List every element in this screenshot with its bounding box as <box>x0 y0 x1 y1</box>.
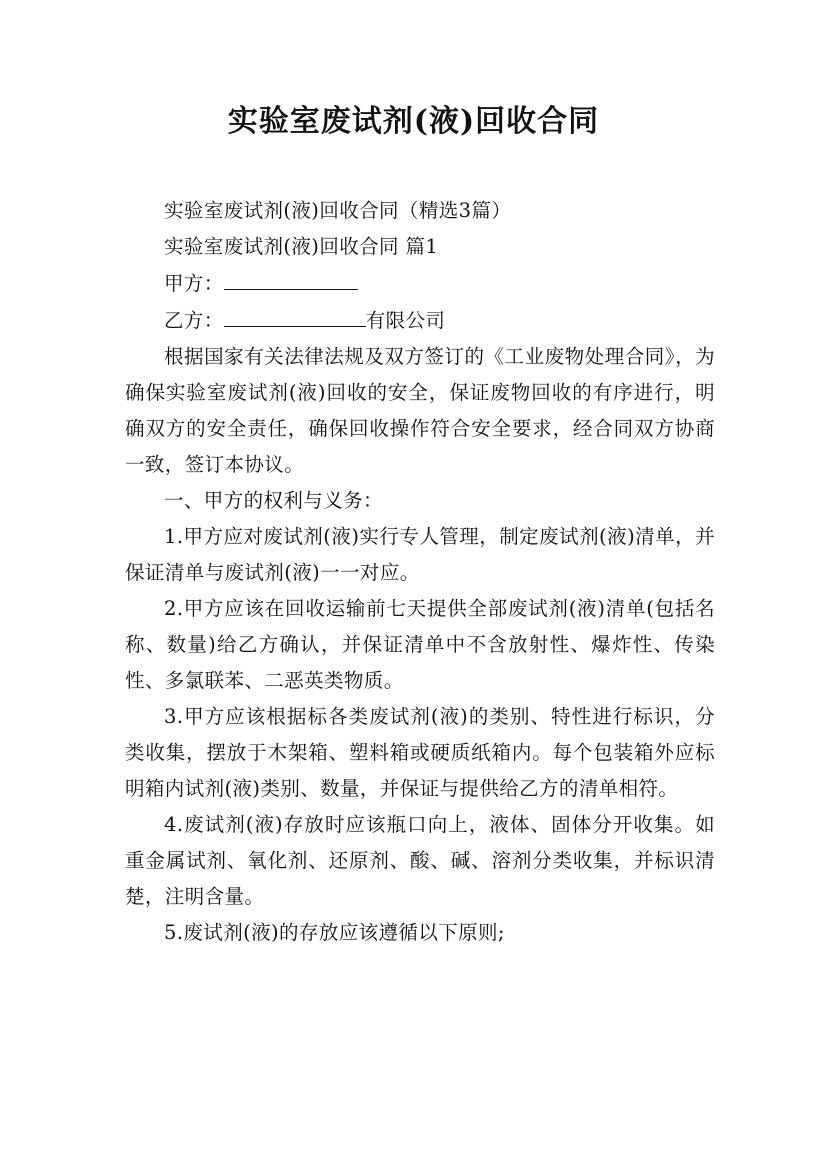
party-b-suffix: 有限公司 <box>365 309 446 332</box>
paragraph-clause-2: 2.甲方应该在回收运输前七天提供全部废试剂(液)清单(包括名称、数量)给乙方确认，并保证清单中不含放射性、爆炸性、传染性、多氯联苯、二恶英类物质。 <box>125 597 715 692</box>
section-heading: 实验室废试剂(液)回收合同 篇1 <box>164 235 439 258</box>
document-body <box>125 193 715 951</box>
party-b-blank <box>224 302 366 327</box>
subtitle: 实验室废试剂(液)回收合同（精选3篇） <box>164 199 512 222</box>
party-b-label: 乙方： <box>164 309 224 332</box>
paragraph-clause-4: 4.废试剂(液)存放时应该瓶口向上，液体、固体分开收集。如重金属试剂、氧化剂、还原剂、酸、碱、溶剂分类收集，并标识清楚，注明含量。 <box>125 813 715 908</box>
party-a-line <box>125 265 715 302</box>
party-a-label: 甲方： <box>164 272 224 295</box>
document-title: 实验室废试剂(液)回收合同 <box>227 104 600 139</box>
party-b-line <box>125 302 715 339</box>
paragraph-clause-3: 3.甲方应该根据标各类废试剂(液)的类别、特性进行标识，分类收集，摆放于木架箱、塑料箱或硬质纸箱内。每个包装箱外应标明箱内试剂(液)类别、数量，并保证与提供给乙方的清单相符。 <box>125 705 715 800</box>
paragraph-preamble: 根据国家有关法律法规及双方签订的《工业废物处理合同》，为确保实验室废试剂(液)回收的安全，保证废物回收的有序进行，明确双方的安全责任，确保回收操作符合安全要求，经合同双方协商一致，签订本协议。 <box>125 345 715 476</box>
paragraph-section-one-heading: 一、甲方的权利与义务： <box>164 489 383 512</box>
paragraph-clause-5: 5.废试剂(液)的存放应该遵循以下原则; <box>164 921 505 944</box>
party-a-blank <box>224 265 358 290</box>
paragraph-clause-1: 1.甲方应对废试剂(液)实行专人管理，制定废试剂(液)清单，并保证清单与废试剂(液)一一对应。 <box>125 525 715 584</box>
